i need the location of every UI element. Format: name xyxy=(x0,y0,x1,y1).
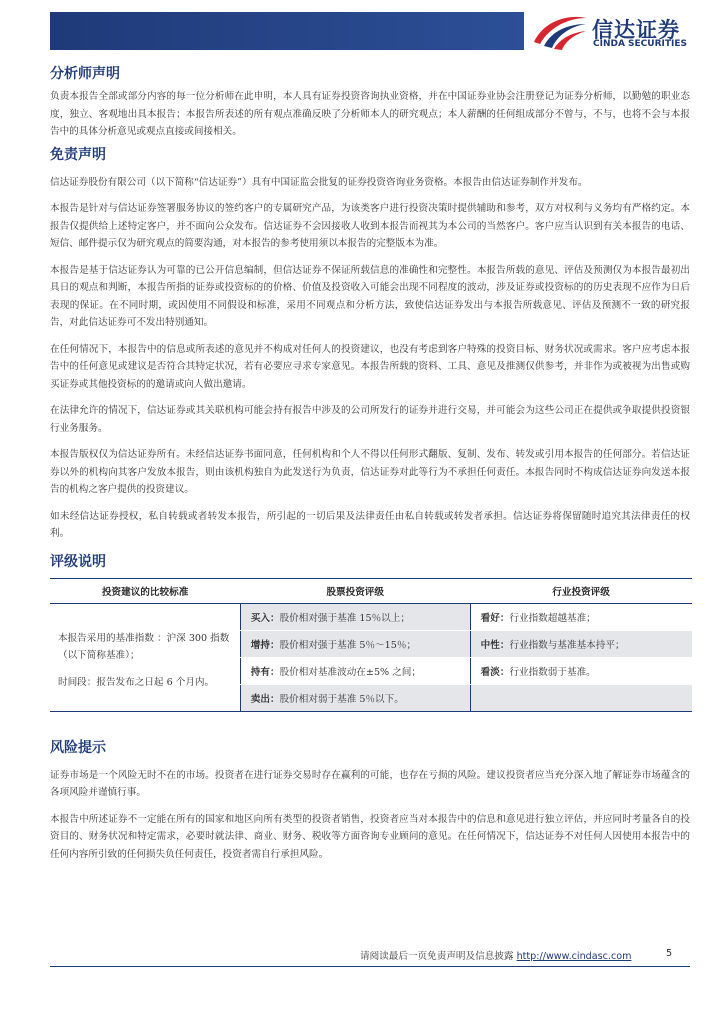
rating-label: 持有： xyxy=(250,666,280,678)
rating-desc: 股价相对基准波动在±5% 之间； xyxy=(279,666,421,678)
analyst-statement-title: 分析师声明 xyxy=(50,66,120,82)
rating-desc: 行业指数超越基准； xyxy=(509,612,596,624)
analyst-statement-text: 负责本报告全部或部分内容的每一位分析师在此申明，本人具有证券投资咨询执业资格，并在中国证券业协会注册登记为证券分析师，以勤勉的职业态度，独立、客观地出具本报告；本报告所表述的所有观点准确反映了分析师本人的研究观点；本人薪酬的任何组成部分不曾与，不与，也将不会与本报告中的具体分析意见或观点直接或间接相关。 xyxy=(50,91,690,137)
rating-label: 看淡： xyxy=(480,666,510,678)
footer-notice: 请阅读最后一页免责声明及信息披露 xyxy=(360,951,514,962)
rating-label: 卖出： xyxy=(250,693,280,705)
rating-header-stock: 股票投资评级 xyxy=(240,578,470,603)
rating-desc: 行业指数弱于基准。 xyxy=(509,666,596,678)
industry-rating-negative xyxy=(470,657,692,684)
rating-benchmark-cell xyxy=(50,603,240,711)
report-content xyxy=(50,64,690,863)
stock-rating-buy xyxy=(240,603,470,630)
logo-english-name: CINDA SECURITIES xyxy=(593,39,687,49)
footer-divider xyxy=(50,966,690,967)
company-logo xyxy=(530,12,710,52)
disclaimer-paragraph: 本报告是基于信达证券认为可靠的已公开信息编制，但信达证券不保证所载信息的准确性和完整性。本报告所载的意见、评估及预测仅为本报告最初出具日的观点和判断，本报告所指的证券或投资标的的价格、价值及投资收入可能会出现不同程度的波动，涉及证券或投资标的的历史表现不应作为日后表现的保证。在不同时期，或因使用不同假设和标准，采用不同观点和分析方法，致使信达证券发出与本报告所载意见、评估及预测不一致的研究报告，对此信达证券可不发出特别通知。 xyxy=(50,264,690,328)
rating-table xyxy=(50,578,692,712)
stock-rating-accumulate xyxy=(240,630,470,657)
page-footer xyxy=(360,948,690,962)
disclaimer-paragraph: 本报告版权仅为信达证券所有。未经信达证券书面同意，任何机构和个人不得以任何形式翻版、复制、发布、转发或引用本报告的任何部分。若信达证券以外的机构向其客户发放本报告，则由该机构独自为此发送行为负责，信达证券对此等行为不承担任何责任。本报告同时不构成信达证券向发送本报告的机构之客户提供的投资建议。 xyxy=(50,449,690,495)
benchmark-period: 时间段：报告发布之日起 6 个月内。 xyxy=(58,676,215,688)
rating-title: 评级说明 xyxy=(50,553,106,570)
disclaimer-paragraph: 如未经信达证券授权，私自转载或者转发本报告，所引起的一切后果及法律责任由私自转载或转发者承担。信达证券将保留随时追究其法律责任的权利。 xyxy=(50,510,690,539)
rating-desc: 股价相对弱于基准 5％以下。 xyxy=(279,693,404,705)
stock-rating-hold xyxy=(240,657,470,684)
disclaimer-title: 免责声明 xyxy=(50,146,106,163)
rating-desc: 股价相对强于基准 5％～15％； xyxy=(279,639,417,651)
risk-paragraph: 证券市场是一个风险无时不在的市场。投资者在进行证券交易时存在赢利的可能，也存在亏损的风险。建议投资者应当充分深入地了解证券市场蕴含的各项风险并谨慎行事。 xyxy=(50,769,690,798)
disclaimer-paragraph: 本报告是针对与信达证券签署服务协议的签约客户的专属研究产品，为该类客户进行投资决策时提供辅助和参考，双方对权利与义务均有严格约定。本报告仅提供给上述特定客户，并不面向公众发布。信达证券不会因接收人收到本报告而视其为本公司的当然客户。客户应当认识到有关本报告的电话、短信、邮件提示仅为研究观点的简要沟通，对本报告的参考使用须以本报告的完整版本为准。 xyxy=(50,203,690,249)
rating-label: 看好： xyxy=(480,612,510,624)
industry-rating-positive xyxy=(470,603,692,630)
rating-header-industry: 行业投资评级 xyxy=(470,578,692,603)
rating-desc: 股价相对强于基准 15％以上； xyxy=(279,612,410,624)
logo-chinese-name: 信达证券 xyxy=(592,18,680,42)
risk-paragraph: 本报告中所述证券不一定能在所有的国家和地区向所有类型的投资者销售，投资者应当对本报告中的信息和意见进行独立评估，并应同时考量各自的投资目的、财务状况和特定需求，必要时就法律、商业、财务、税收等方面咨询专业顾问的意见。在任何情况下，信达证券不对任何人因使用本报告中的任何内容所引致的任何损失负任何责任，投资者需自行承担风险。 xyxy=(50,813,690,860)
rating-desc: 行业指数与基准基本持平； xyxy=(509,639,625,651)
rating-label: 增持： xyxy=(250,639,280,651)
stock-rating-sell xyxy=(240,684,470,711)
rating-label: 买入： xyxy=(250,612,280,624)
disclaimer-paragraph: 在任何情况下，本报告中的信息或所表述的意见并不构成对任何人的投资建议，也没有考虑到客户特殊的投资目标、财务状况或需求。客户应考虑本报告中的任何意见或建议是否符合其特定状况，若有必要应寻求专家意见。本报告所载的资料、工具、意见及推测仅供参考，并非作为或被视为出售或购买证券或其他投资标的的邀请或向人做出邀请。 xyxy=(50,343,690,390)
risk-title: 风险提示 xyxy=(50,739,106,756)
disclaimer-paragraph: 在法律允许的情况下，信达证券或其关联机构可能会持有报告中涉及的公司所发行的证券并进行交易，并可能会为这些公司正在提供或争取提供投资银行业务服务。 xyxy=(50,405,690,434)
industry-rating-neutral xyxy=(470,630,692,657)
rating-header-standard: 投资建议的比较标准 xyxy=(50,578,240,603)
page-number: 5 xyxy=(666,948,673,959)
footer-url-link[interactable]: http://www.cindasc.com xyxy=(516,951,632,962)
disclaimer-paragraph: 信达证券股份有限公司（以下简称“信达证券”）具有中国证监会批复的证券投资咨询业务资格。本报告由信达证券制作并发布。 xyxy=(50,176,588,188)
header-bar xyxy=(50,12,524,50)
industry-rating-empty xyxy=(470,684,692,711)
benchmark-index: 本报告采用的基准指数 ：沪深 300 指数（以下简称基准）； xyxy=(58,632,230,661)
rating-label: 中性： xyxy=(480,639,510,651)
cinda-logo-icon xyxy=(530,12,590,52)
